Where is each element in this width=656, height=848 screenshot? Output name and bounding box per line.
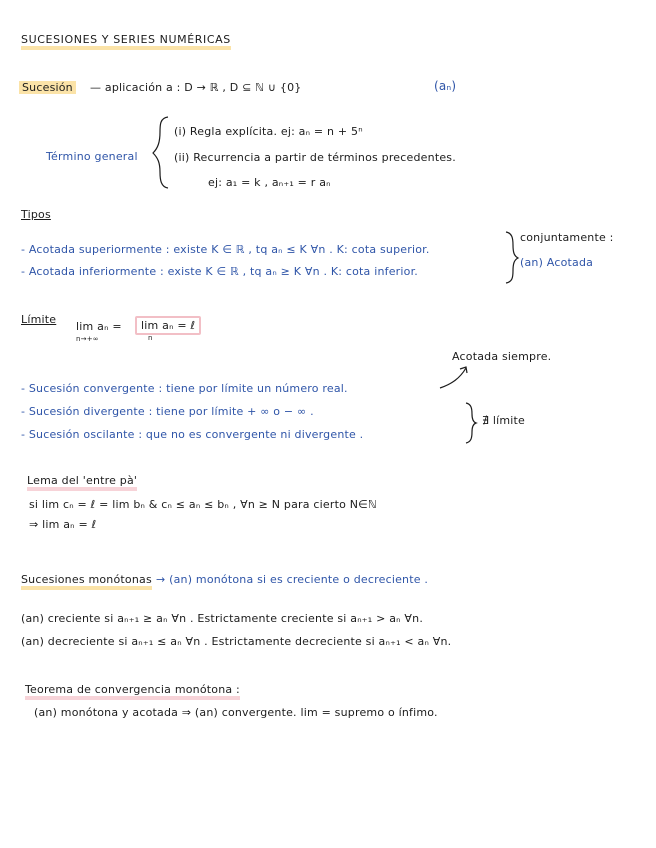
limit-boxed: lim aₙ = ℓ [135, 316, 201, 335]
teorema-line: (an) monótona y acotada ⇒ (an) convergente. lim = supremo o ínfimo. [34, 706, 438, 719]
sucesion-divergente: - Sucesión divergente : tiene por límite + ∞ o − ∞ . [21, 405, 314, 418]
lema-heading: Lema del 'entre pà' [27, 474, 137, 491]
left-brace [153, 117, 168, 188]
limite-heading: Límite [21, 313, 57, 326]
acotada-inferiormente: - Acotada inferiormente : existe K ∈ ℝ , tq aₙ ≥ K ∀n . K: cota inferior. [21, 265, 418, 278]
right-brace [466, 403, 476, 443]
conjuntamente-note: conjuntamente : [520, 231, 614, 244]
termino-item-1: (i) Regla explícita. ej: aₙ = n + 5ⁿ [174, 125, 363, 138]
lema-line-1: si lim cₙ = ℓ = lim bₙ & cₙ ≤ aₙ ≤ bₙ , ∀n ≥ N para cierto N∈ℕ [29, 498, 377, 511]
limit-boxed-subscript: n [148, 334, 153, 342]
acotada-siempre: Acotada siempre. [452, 350, 552, 363]
tipos-heading: Tipos [21, 208, 51, 221]
limit-expression: lim aₙ = [76, 320, 122, 333]
monotonas-heading: Sucesiones monótonas [21, 573, 152, 590]
sucesion-oscilante: - Sucesión oscilante : que no es convergente ni divergente . [21, 428, 364, 441]
right-brace [506, 232, 518, 283]
sucesion-notation: (aₙ) [434, 79, 457, 93]
sucesion-label: Sucesión [19, 81, 76, 94]
termino-general-label: Término general [46, 150, 138, 163]
page-title: SUCESIONES Y SERIES NUMÉRICAS [21, 33, 231, 50]
limit-subscript: n→+∞ [76, 335, 99, 343]
acotada-note: (an) Acotada [520, 256, 594, 269]
termino-item-2: (ii) Recurrencia a partir de términos precedentes. [174, 151, 456, 164]
no-limite: ∄ límite [482, 414, 526, 427]
lema-line-2: ⇒ lim aₙ = ℓ [29, 518, 97, 531]
creciente-line: (an) creciente si aₙ₊₁ ≥ aₙ ∀n . Estrictamente creciente si aₙ₊₁ > aₙ ∀n. [21, 612, 424, 625]
sucesion-convergente: - Sucesión convergente : tiene por límite un número real. [21, 382, 348, 395]
decreciente-line: (an) decreciente si aₙ₊₁ ≤ aₙ ∀n . Estrictamente decreciente si aₙ₊₁ < aₙ ∀n. [21, 635, 452, 648]
teorema-heading: Teorema de convergencia monótona : [25, 683, 240, 700]
monotonas-definition: → (an) monótona si es creciente o decreciente . [156, 573, 429, 586]
arrow [440, 368, 466, 388]
termino-item-2-example: ej: a₁ = k , aₙ₊₁ = r aₙ [208, 176, 331, 189]
acotada-superiormente: - Acotada superiormente : existe K ∈ ℝ , tq aₙ ≤ K ∀n . K: cota superior. [21, 243, 430, 256]
sucesion-definition: — aplicación a : D → ℝ , D ⊆ ℕ ∪ {0} [90, 81, 302, 94]
